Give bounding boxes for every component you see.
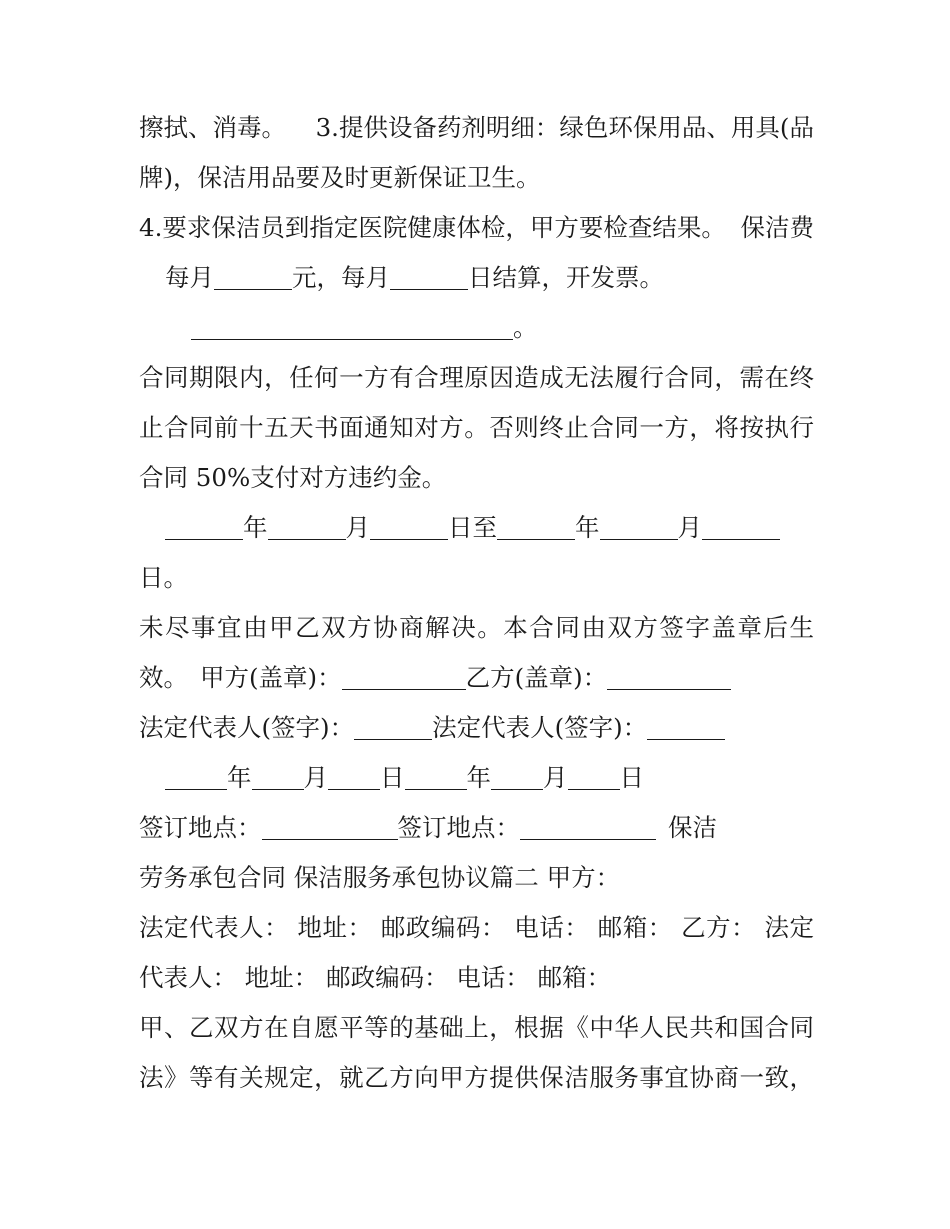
- paragraph-line: [139, 203, 814, 253]
- line-text: 年: [243, 513, 268, 542]
- line-text: 年: [227, 763, 252, 792]
- party-info-line: [139, 953, 814, 1003]
- line-text: 法定代表人： 地址： 邮政编码： 电话： 邮箱： 乙方： 法定: [139, 913, 815, 942]
- party-a-seal-blank[interactable]: [342, 667, 466, 690]
- line-text: 保洁: [668, 813, 717, 842]
- line-text: 。: [513, 313, 538, 342]
- line-text: 未尽事宜由甲乙双方协商解决。本合同由双方签字盖章后生: [139, 613, 816, 642]
- line-text: 月: [303, 763, 328, 792]
- section-heading-line: [139, 853, 814, 903]
- party-b-seal-label: 乙方(盖章)：: [465, 663, 608, 692]
- line-text: 效。: [139, 663, 188, 692]
- line-text: 擦拭、消毒。: [139, 113, 286, 142]
- paragraph-line: [139, 453, 814, 503]
- paragraph-line: [139, 603, 814, 653]
- line-text: 年: [466, 763, 491, 792]
- legal-rep-signature-line: [139, 703, 814, 753]
- line-text: 月: [345, 513, 370, 542]
- line-text: 日: [380, 763, 405, 792]
- party-b-seal-blank[interactable]: [607, 667, 731, 690]
- signing-place-line: [139, 803, 814, 853]
- party-b-signing-place-label: 签订地点：: [397, 813, 520, 842]
- line-text: 法》等有关规定，就乙方向甲方提供保洁服务事宜协商一致，: [139, 1063, 815, 1092]
- party-a-legal-rep-blank[interactable]: [354, 717, 432, 740]
- party-a-signing-place-blank[interactable]: [262, 817, 398, 840]
- end-day-blank[interactable]: [702, 517, 780, 540]
- line-text: 月: [677, 513, 702, 542]
- line-text: 日: [619, 763, 644, 792]
- paragraph-line: [139, 553, 814, 603]
- line-text: 元，每月: [292, 263, 390, 292]
- paragraph-line: [139, 1053, 814, 1103]
- free-text-blank[interactable]: [191, 317, 513, 340]
- line-text: 每月: [165, 263, 214, 292]
- signature-date-line: [139, 753, 814, 803]
- line-text: 日结算，开发票。: [468, 263, 664, 292]
- end-month-blank[interactable]: [600, 517, 678, 540]
- line-text: 劳务承包合同 保洁服务承包协议篇二 甲方：: [139, 863, 621, 892]
- party-a-signing-place-label: 签订地点：: [139, 813, 262, 842]
- start-month-blank[interactable]: [268, 517, 346, 540]
- party-b-legal-rep-label: 法定代表人(签字)：: [432, 713, 648, 742]
- party-b-day-blank[interactable]: [568, 767, 620, 790]
- line-text: 年: [575, 513, 600, 542]
- line-text: 4.要求保洁员到指定医院健康体检，甲方要检查结果。: [139, 213, 726, 242]
- paragraph-line: [139, 1003, 814, 1053]
- paragraph-line: [139, 403, 814, 453]
- seal-signature-line: [139, 653, 814, 703]
- party-a-seal-label: 甲方(盖章)：: [200, 663, 342, 692]
- line-text: 保洁费: [740, 213, 814, 242]
- start-day-blank[interactable]: [370, 517, 448, 540]
- party-b-month-blank[interactable]: [491, 767, 543, 790]
- line-text: 日。: [139, 563, 188, 592]
- cleaning-fee-line: [139, 253, 814, 303]
- line-text: 牌)，保洁用品要及时更新保证卫生。: [139, 163, 541, 192]
- party-a-day-blank[interactable]: [328, 767, 380, 790]
- party-info-line: [139, 903, 814, 953]
- contract-term-line: [139, 503, 814, 553]
- document-text-body: [139, 103, 814, 1103]
- party-b-signing-place-blank[interactable]: [520, 817, 656, 840]
- party-a-year-blank[interactable]: [165, 767, 227, 790]
- party-b-legal-rep-blank[interactable]: [647, 717, 725, 740]
- line-text: 日至: [448, 513, 497, 542]
- party-b-year-blank[interactable]: [405, 767, 467, 790]
- party-a-month-blank[interactable]: [252, 767, 304, 790]
- line-text: 止合同前十五天书面通知对方。否则终止合同一方，将按执行: [139, 413, 815, 442]
- paragraph-line: [139, 153, 814, 203]
- line-text: 3.提供设备药剂明细：绿色环保用品、用具(品: [315, 113, 814, 142]
- fee-amount-blank[interactable]: [214, 267, 292, 290]
- start-year-blank[interactable]: [165, 517, 243, 540]
- line-text: 代表人： 地址： 邮政编码： 电话： 邮箱：: [139, 963, 612, 992]
- long-blank-line: [139, 303, 814, 353]
- line-text: 合同期限内，任何一方有合理原因造成无法履行合同，需在终: [139, 363, 815, 392]
- line-text: 月: [543, 763, 568, 792]
- line-text: 甲、乙双方在自愿平等的基础上，根据《中华人民共和国合同: [139, 1013, 815, 1042]
- settlement-day-blank[interactable]: [390, 267, 468, 290]
- paragraph-line: [139, 353, 814, 403]
- paragraph-line: [139, 103, 814, 153]
- party-a-legal-rep-label: 法定代表人(签字)：: [139, 713, 355, 742]
- end-year-blank[interactable]: [497, 517, 575, 540]
- line-text: 合同 50%支付对方违约金。: [139, 463, 447, 492]
